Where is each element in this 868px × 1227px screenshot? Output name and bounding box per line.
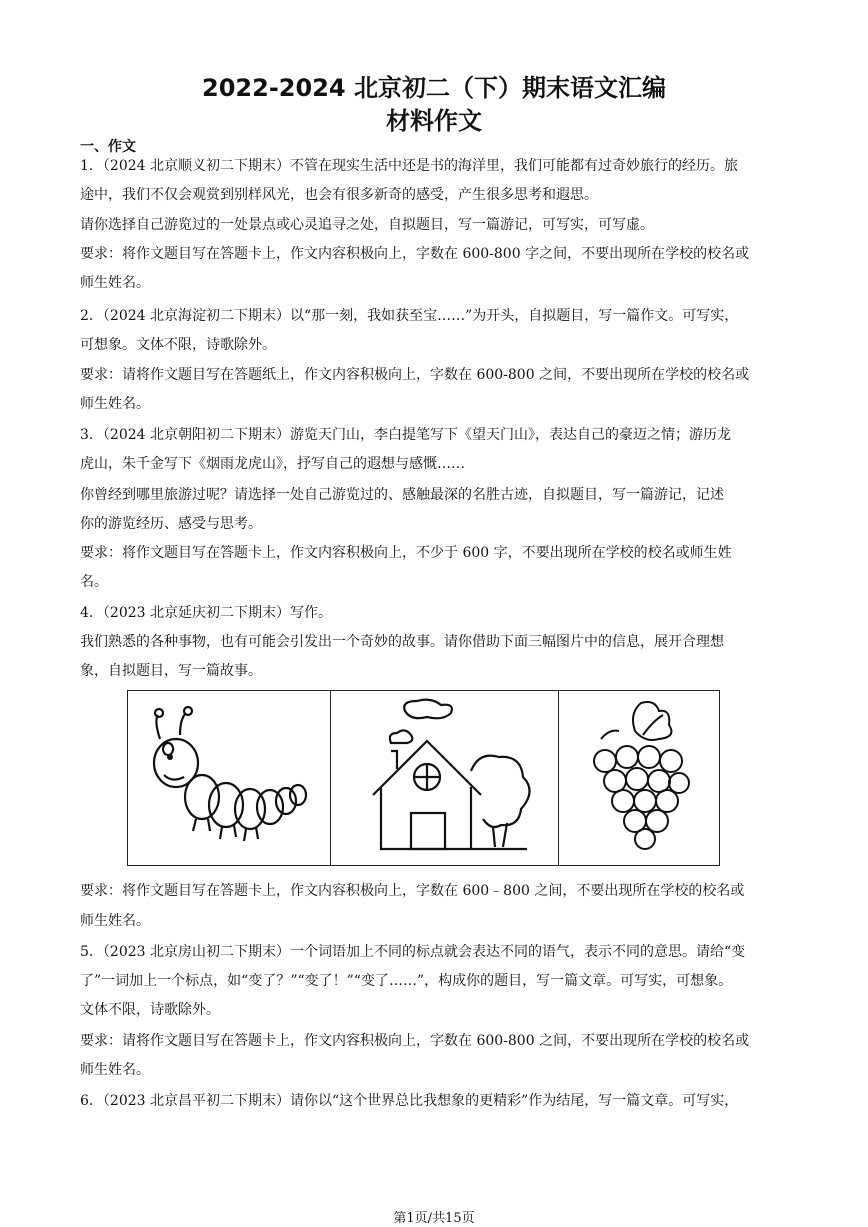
text-line: 师生姓名。 [80, 396, 150, 412]
text-line: 师生姓名。 [80, 913, 150, 929]
section-heading: 一、作文 [80, 139, 136, 155]
text-line: 6．（2023 北京昌平初二下期末）请你以“这个世界总比我想象的更精彩”作为结尾，写一篇文章。可写实， [80, 1093, 739, 1109]
text-line: 要求：请将作文题目写在答题卡上，作文内容积极向上，字数在 600-800 之间，不要出现所在学校的校名或 [80, 1033, 750, 1049]
text-line: 要求：请将作文题目写在答题纸上，作文内容积极向上，字数在 600-800 之间，不要出现所在学校的校名或 [80, 367, 750, 383]
house-icon [331, 691, 557, 865]
text-line: 象，自拟题目，写一篇故事。 [80, 663, 262, 679]
text-line: 要求：将作文题目写在答题卡上，作文内容积极向上，不少于 600 字，不要出现所在学校的校名或师生姓 [80, 545, 732, 561]
grapes-picture [559, 691, 719, 865]
caterpillar-icon [128, 691, 329, 865]
text-line: 可想象。文体不限，诗歌除外。 [80, 337, 276, 353]
picture-panel [127, 690, 720, 866]
caterpillar-picture [128, 691, 331, 865]
house-picture [331, 691, 559, 865]
text-line: 3．（2024 北京朝阳初二下期末）游览天门山，李白提笔写下《望天门山》，表达自己的豪迈之情；游历龙 [80, 427, 731, 443]
text-line: 文体不限，诗歌除外。 [80, 1002, 220, 1018]
page-number: 第1页/共15页 [393, 1211, 475, 1226]
text-line: 名。 [80, 574, 108, 590]
text-line: 了”一词加上一个标点，如“变了？”“变了！”“变了……”，构成你的题目，写一篇文章。可写实，可想象。 [80, 973, 733, 989]
text-line: 你曾经到哪里旅游过呢？请选择一处自己游览过的、感触最深的名胜古迹，自拟题目，写一篇游记，记述 [80, 487, 724, 503]
text-line: 1．（2024 北京顺义初二下期末）不管在现实生活中还是书的海洋里，我们可能都有过奇妙旅行的经历。旅 [80, 158, 738, 174]
grapes-icon [559, 691, 719, 865]
text-line: 我们熟悉的各种事物，也有可能会引发出一个奇妙的故事。请你借助下面三幅图片中的信息，展开合理想 [80, 634, 724, 650]
page-subtitle: 材料作文 [386, 107, 482, 135]
text-line: 虎山，朱千金写下《烟雨龙虎山》，抒写自己的遐想与感慨…… [80, 456, 465, 472]
text-line: 5．（2023 北京房山初二下期末）一个词语加上不同的标点就会表达不同的语气，表示不同的意思。请给“变 [80, 944, 746, 960]
text-line: 要求：将作文题目写在答题卡上，作文内容积极向上，字数在 600-800 字之间，不要出现所在学校的校名或 [80, 246, 750, 262]
text-line: 要求：将作文题目写在答题卡上，作文内容积极向上，字数在 600﹣800 之间，不要出现所在学校的校名或 [80, 883, 745, 899]
text-line: 师生姓名。 [80, 275, 150, 291]
text-line: 你的游览经历、感受与思考。 [80, 516, 262, 532]
text-line: 2．（2024 北京海淀初二下期末）以“那一刻，我如获至宝……”为开头，自拟题目，写一篇作文。可写实， [80, 308, 739, 324]
page-title: 2022-2024 北京初二（下）期末语文汇编 [202, 74, 666, 102]
text-line: 请你选择自己游览过的一处景点或心灵追寻之处，自拟题目，写一篇游记，可写实，可写虚。 [80, 217, 654, 233]
text-line: 师生姓名。 [80, 1062, 150, 1078]
text-line: 途中，我们不仅会观赏到别样风光，也会有很多新奇的感受，产生很多思考和遐思。 [80, 187, 598, 203]
text-line: 4．（2023 北京延庆初二下期末）写作。 [80, 605, 332, 621]
